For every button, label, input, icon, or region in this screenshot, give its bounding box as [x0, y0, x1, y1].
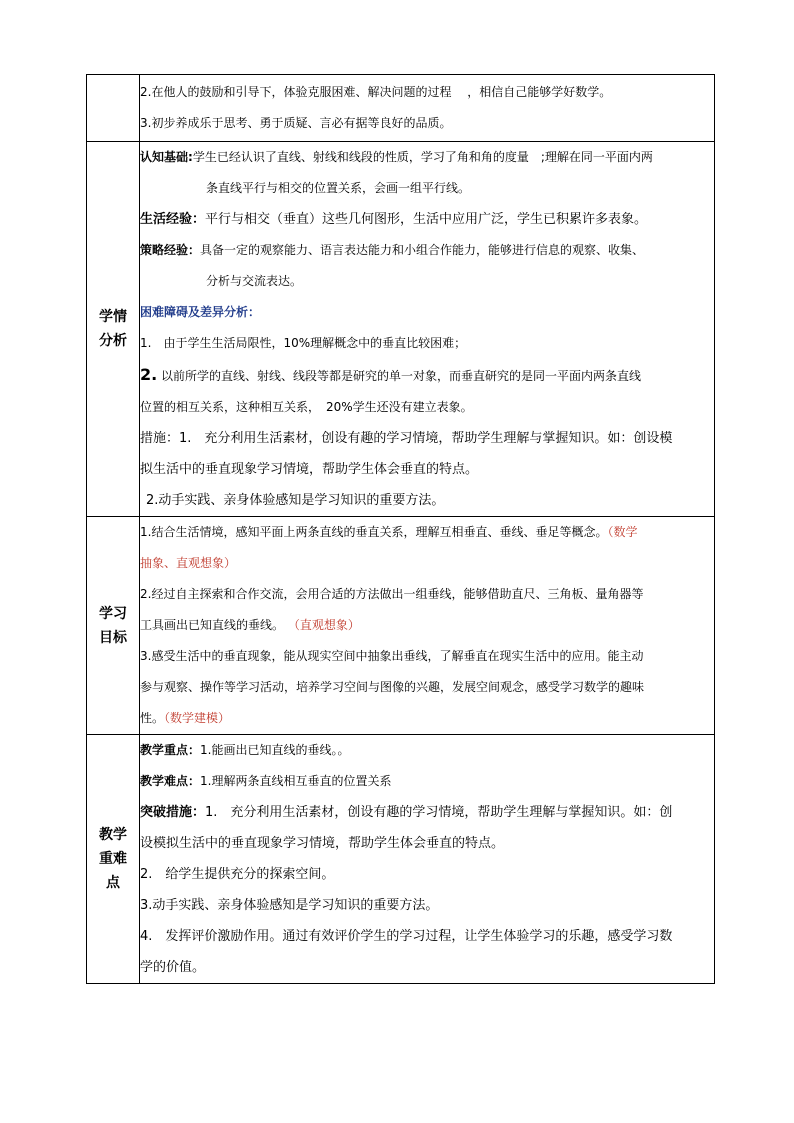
- objective-1: 1.结合生活情境，感知平面上两条直线的垂直关系，理解互相垂直、垂线、垂足等概念。（数学: [140, 525, 638, 539]
- strategy-experience-cont: 分析与交流表达。: [206, 274, 303, 288]
- measures: 措施：1. 充分利用生活素材，创设有趣的学习情境，帮助学生理解与掌握知识。如：创设模: [140, 431, 673, 446]
- keypoints-content: [140, 735, 715, 984]
- goal-line-2: 2.在他人的鼓励和引导下，体验克服困难、解决问题的过程 ，相信自己能够学好数学。: [140, 85, 612, 99]
- difficulty-item-2-cont: 位置的相互关系，这种相互关系， 20%学生还没有建立表象。: [140, 400, 473, 414]
- goals-continued-label-cell: [87, 75, 140, 142]
- keypoints-label: 教学 重难 点: [87, 735, 140, 984]
- keypoints-row: [87, 735, 715, 984]
- measures-cont: 拟生活中的垂直现象学习情境，帮助学生体会垂直的特点。: [140, 462, 479, 477]
- breakthrough-2: 2. 给学生提供充分的探索空间。: [140, 867, 335, 882]
- goal-line-3: 3.初步养成乐于思考、勇于质疑、言必有据等良好的品质。: [140, 116, 452, 130]
- breakthrough-4: 4. 发挥评价激励作用。通过有效评价学生的学习过程，让学生体验学习的乐趣，感受学习数: [140, 929, 673, 944]
- teaching-difficulty: 教学难点：1.理解两条直线相互垂直的位置关系: [140, 774, 392, 788]
- breakthrough-measures-cont: 设模拟生活中的垂直现象学习情境，帮助学生体会垂直的特点。: [140, 836, 505, 851]
- analysis-label: 学情 分析: [87, 142, 140, 517]
- objective-3-cont: 参与观察、操作等学习活动，培养学习空间与图像的兴趣，发展空间观念，感受学习数学的趣味: [140, 680, 645, 694]
- difficulty-item-2: 2. 以前所学的直线、射线、线段等都是研究的单一对象，而垂直研究的是同一平面内两条直线: [140, 365, 642, 384]
- analysis-content: [140, 142, 715, 517]
- difficulty-title: 困难障碍及差异分析：: [140, 305, 261, 319]
- goals-continued-row: [87, 75, 715, 142]
- measures-2: 2.动手实践、亲身体验感知是学习知识的重要方法。: [146, 493, 445, 508]
- breakthrough-3: 3.动手实践、亲身体验感知是学习知识的重要方法。: [140, 898, 439, 913]
- objectives-row: [87, 517, 715, 735]
- objectives-label: 学习 目标: [87, 517, 140, 735]
- objective-2: 2.经过自主探索和合作交流，会用合适的方法做出一组垂线，能够借助直尺、三角板、量角器等: [140, 587, 644, 601]
- analysis-row: [87, 142, 715, 517]
- life-experience: 生活经验：平行与相交（垂直）这些几何图形，生活中应用广泛，学生已积累许多表象。: [140, 212, 648, 227]
- objective-2-cont: 工具画出已知直线的垂线。 （直观想象）: [140, 618, 360, 632]
- strategy-experience: 策略经验：具备一定的观察能力、语言表达能力和小组合作能力，能够进行信息的观察、收集、: [140, 243, 645, 257]
- objective-1-tag: 抽象、直观想象）: [140, 556, 237, 570]
- breakthrough-measures: 突破措施：1. 充分利用生活素材，创设有趣的学习情境，帮助学生理解与掌握知识。如：创: [140, 805, 673, 820]
- breakthrough-4-cont: 学的价值。: [140, 960, 206, 975]
- goals-continued-content: [140, 75, 715, 142]
- objectives-content: [140, 517, 715, 735]
- difficulty-item-1: 1. 由于学生生活局限性，10%理解概念中的垂直比较困难；: [140, 336, 467, 350]
- lesson-plan-table: [86, 74, 715, 984]
- objective-3-cont2: 性。（数学建模）: [140, 711, 231, 725]
- cognitive-basis-cont: 条直线平行与相交的位置关系，会画一组平行线。: [206, 181, 471, 195]
- teaching-focus: 教学重点：1.能画出已知直线的垂线。。: [140, 743, 350, 757]
- objective-3: 3.感受生活中的垂直现象，能从现实空间中抽象出垂线，了解垂直在现实生活中的应用。能主动: [140, 649, 644, 663]
- cognitive-basis: 认知基础:学生已经认识了直线、射线和线段的性质，学习了角和角的度量 ;理解在同一平面内两: [140, 150, 653, 164]
